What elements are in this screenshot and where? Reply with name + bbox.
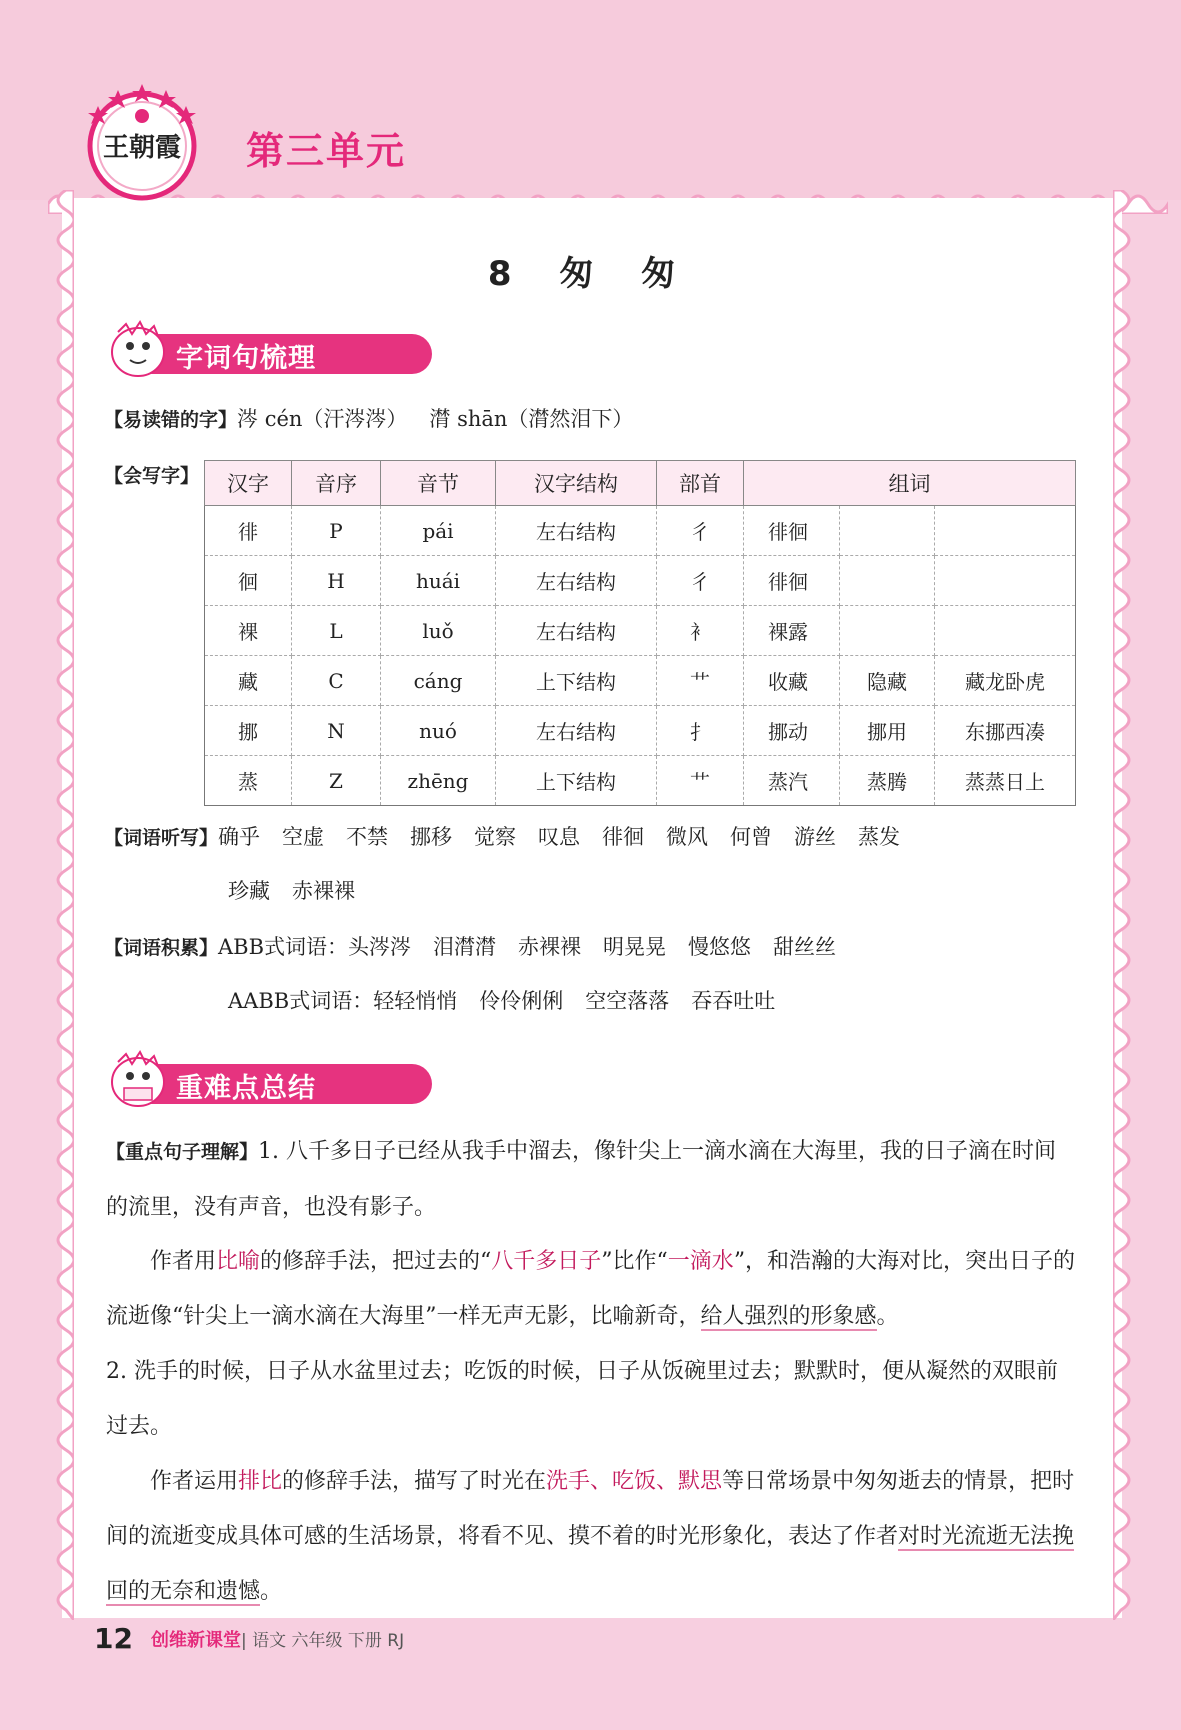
analysis-text: 等日常场景中匆匆逝去的情景，把时间的流逝变成具体可感的生活场景，将看不见、摸不着的时光形象化，表达了作者 <box>106 1469 1075 1549</box>
cell-radical: 扌 <box>657 706 744 756</box>
dictation-word: 何曾 <box>730 825 773 849</box>
dictation-line-1 <box>104 822 900 853</box>
cell-pinyin: zhēng <box>381 756 496 806</box>
dictation-word: 空虚 <box>282 825 325 849</box>
dictation-word: 觉察 <box>474 825 517 849</box>
col-header: 汉字 <box>205 461 292 506</box>
analysis-text: 作者运用 <box>150 1469 239 1494</box>
book-meta: | 语文 六年级 下册 RJ <box>240 1631 405 1651</box>
aabb-word: 伶伶俐俐 <box>479 989 564 1013</box>
table-row <box>205 656 1076 706</box>
dictation-word: 挪移 <box>410 825 453 849</box>
key-tag: 【重点句子理解】 <box>106 1141 259 1163</box>
dictation-word: 蒸发 <box>858 825 901 849</box>
col-header: 汉字结构 <box>496 461 657 506</box>
page-number: 12 <box>94 1622 133 1655</box>
cell-radical: 彳 <box>657 556 744 606</box>
underline-text: 给人强烈的形象感 <box>700 1304 877 1329</box>
dictation-word: 叹息 <box>538 825 581 849</box>
cell-word: 徘徊 <box>744 506 840 556</box>
aabb-word: 轻轻悄悄 <box>373 989 458 1013</box>
accum-abb-line <box>104 932 836 963</box>
col-header: 组词 <box>744 461 1076 506</box>
cell-word: 收藏 <box>744 656 840 706</box>
cell-order: L <box>292 606 381 656</box>
cell-word <box>840 506 935 556</box>
cell-char: 徊 <box>205 556 292 606</box>
cell-word <box>840 556 935 606</box>
cell-order: C <box>292 656 381 706</box>
analysis-text: 。 <box>260 1579 283 1604</box>
cell-word: 徘徊 <box>744 556 840 606</box>
cell-char: 裸 <box>205 606 292 656</box>
highlight-text: 排比 <box>238 1469 283 1494</box>
cell-struct: 左右结构 <box>496 506 657 556</box>
cell-struct: 左右结构 <box>496 606 657 656</box>
dictation-tag: 【词语听写】 <box>104 827 219 849</box>
cell-word <box>840 606 935 656</box>
cell-struct: 上下结构 <box>496 756 657 806</box>
section-title: 字词句梳理 <box>176 343 316 374</box>
sentence-text: 1. 八千多日子已经从我手中溜去，像针尖上一滴水滴在大海里，我的日子滴在时间的流里，没有声音，也没有影子。 <box>106 1139 1057 1220</box>
analysis-text: 的修辞手法，描写了时光在 <box>282 1469 547 1494</box>
table-row <box>205 556 1076 606</box>
write-tag-label: 【会写字】 <box>104 465 200 487</box>
cell-pinyin: huái <box>381 556 496 606</box>
analysis-2 <box>106 1454 1076 1619</box>
section-banner-vocab <box>104 330 444 376</box>
mascot-icon <box>104 320 176 380</box>
cell-struct: 左右结构 <box>496 556 657 606</box>
analysis-text: 。 <box>876 1304 899 1329</box>
abb-word: 慢悠悠 <box>688 935 752 959</box>
cell-word: 蒸蒸日上 <box>935 756 1076 806</box>
analysis-text: ”比作“ <box>601 1249 668 1274</box>
dictation-word: 游丝 <box>794 825 837 849</box>
cell-radical: 彳 <box>657 506 744 556</box>
dictation-word: 赤裸裸 <box>292 879 355 903</box>
underline-text: 对时光流逝无法挽回的无奈和遗憾 <box>106 1524 1075 1604</box>
analysis-text: 的修辞手法，把过去的“ <box>260 1249 492 1274</box>
highlight-text: 比喻 <box>216 1249 261 1274</box>
col-header: 部首 <box>657 461 744 506</box>
abb-label: ABB式词语： <box>218 935 349 959</box>
analysis-1 <box>106 1234 1076 1344</box>
dictation-word: 微风 <box>666 825 709 849</box>
book-name: 创维新课堂 <box>150 1629 241 1651</box>
key-sentence-2 <box>106 1344 1076 1454</box>
cell-char: 徘 <box>205 506 292 556</box>
cell-radical: 艹 <box>657 756 744 806</box>
sentence-text: 2. 洗手的时候，日子从水盆里过去；吃饭的时候，日子从饭碗里过去；默默时，便从凝然的双眼前过去。 <box>106 1359 1058 1439</box>
cell-word <box>935 556 1076 606</box>
table-row <box>205 756 1076 806</box>
cell-pinyin: luǒ <box>381 606 496 656</box>
lesson-title: 8 匆 匆 <box>487 254 694 294</box>
dictation-word: 确乎 <box>218 825 261 849</box>
cell-struct: 左右结构 <box>496 706 657 756</box>
easy-wrong-tag: 【易读错的字】 <box>104 409 238 431</box>
write-chars-table <box>204 460 1076 806</box>
highlight-text: 八千多日子 <box>491 1249 602 1274</box>
cell-order: Z <box>292 756 381 806</box>
abb-word: 头涔涔 <box>348 935 412 959</box>
cell-struct: 上下结构 <box>496 656 657 706</box>
dictation-word: 珍藏 <box>228 879 270 903</box>
easy-wrong-line <box>104 404 633 435</box>
cell-pinyin: pái <box>381 506 496 556</box>
section-title: 重难点总结 <box>176 1073 316 1104</box>
cell-word: 隐藏 <box>840 656 935 706</box>
cell-radical: 衤 <box>657 606 744 656</box>
table-row <box>205 506 1076 556</box>
mascot-icon <box>104 1050 176 1110</box>
aabb-label: AABB式词语： <box>228 989 374 1013</box>
aabb-word: 空空落落 <box>585 989 670 1013</box>
cell-pinyin: nuó <box>381 706 496 756</box>
highlight-text: 洗手、吃饭、默思 <box>546 1469 723 1494</box>
cell-word: 蒸腾 <box>840 756 935 806</box>
page-footer <box>94 1622 404 1655</box>
wave-border-left <box>44 190 74 1620</box>
accum-aabb-line <box>228 986 775 1016</box>
abb-word: 泪潸潸 <box>433 935 497 959</box>
cell-word <box>935 506 1076 556</box>
publisher-logo <box>82 82 202 202</box>
wave-border-right <box>1113 190 1143 1620</box>
section-banner-key-points <box>104 1060 444 1106</box>
cell-order: H <box>292 556 381 606</box>
cell-char: 蒸 <box>205 756 292 806</box>
cell-word: 挪动 <box>744 706 840 756</box>
unit-title: 第三单元 <box>246 129 407 173</box>
cell-char: 藏 <box>205 656 292 706</box>
cell-word: 蒸汽 <box>744 756 840 806</box>
cell-char: 挪 <box>205 706 292 756</box>
cell-word: 东挪西凑 <box>935 706 1076 756</box>
dictation-word: 不禁 <box>346 825 389 849</box>
accum-tag: 【词语积累】 <box>104 937 219 959</box>
highlight-text: 一滴水 <box>667 1249 734 1274</box>
key-sentence-1 <box>106 1124 1076 1235</box>
easy-wrong-item: 涔 cén（汗涔涔） <box>237 407 408 431</box>
col-header: 音节 <box>381 461 496 506</box>
cell-radical: 艹 <box>657 656 744 706</box>
easy-wrong-item: 潸 shān（潸然泪下） <box>429 407 634 431</box>
analysis-text: 作者用 <box>150 1249 217 1274</box>
cell-order: P <box>292 506 381 556</box>
dictation-word: 徘徊 <box>602 825 645 849</box>
logo-text: 王朝霞 <box>102 133 182 163</box>
analysis-text: ”，和浩瀚的大海对比，突出日子的流逝像“针尖上一滴水滴在大海里”一样无声无影，比喻新奇， <box>106 1249 1076 1329</box>
abb-word: 明晃晃 <box>603 935 667 959</box>
cell-order: N <box>292 706 381 756</box>
cell-word: 藏龙卧虎 <box>935 656 1076 706</box>
abb-word: 赤裸裸 <box>518 935 582 959</box>
abb-word: 甜丝丝 <box>773 935 837 959</box>
cell-word: 裸露 <box>744 606 840 656</box>
dictation-line-2 <box>228 876 355 906</box>
aabb-word: 吞吞吐吐 <box>691 989 776 1013</box>
table-row <box>205 606 1076 656</box>
table-row <box>205 706 1076 756</box>
col-header: 音序 <box>292 461 381 506</box>
write-tag <box>104 460 199 491</box>
table-header-row <box>205 461 1076 506</box>
cell-word: 挪用 <box>840 706 935 756</box>
cell-pinyin: cáng <box>381 656 496 706</box>
cell-word <box>935 606 1076 656</box>
